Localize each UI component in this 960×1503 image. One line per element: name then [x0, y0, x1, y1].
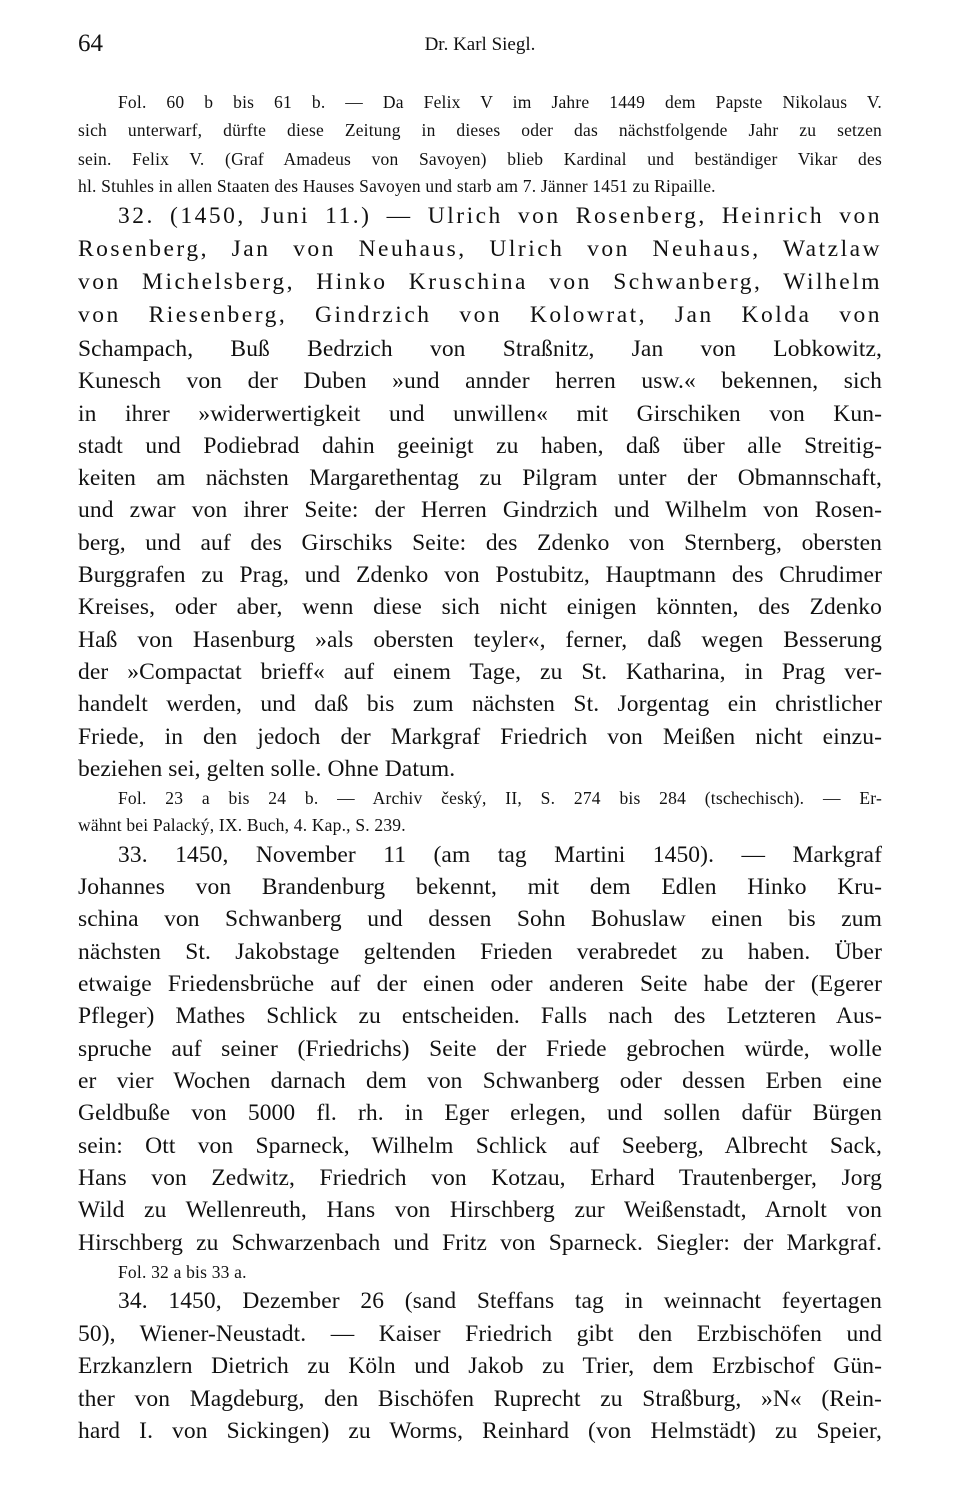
entry-line: Haß von Hasenburg »als obersten teyler«, ferner, daß wegen Besserung	[78, 627, 882, 653]
entry-line: 50), Wiener-Neustadt. — Kaiser Friedrich gibt den Erzbischöfen und	[78, 1321, 882, 1347]
entry-line: schina von Schwanberg und dessen Sohn Bohuslaw einen bis zum	[78, 906, 882, 932]
note-line: sein. Felix V. (Graf Amadeus von Savoyen) blieb Kardinal und beständiger Vikar des	[78, 149, 882, 169]
entry-line: Geldbuße von 5000 fl. rh. in Eger erlegen, und sollen dafür Bürgen	[78, 1100, 882, 1126]
entry-line: Pfleger) Mathes Schlick zu entscheiden. Falls nach des Letzteren Aus-	[78, 1003, 882, 1029]
entry-line: Kunesch von der Duben »und annder herren usw.« bekennen, sich	[78, 368, 882, 394]
entry-line: hard I. von Sickingen) zu Worms, Reinhard (von Helmstädt) zu Speier,	[78, 1418, 882, 1444]
entry-line: er vier Wochen darnach dem von Schwanberg oder dessen Erben eine	[78, 1068, 882, 1094]
note-line: Fol. 60 b bis 61 b. — Da Felix V im Jahre 1449 dem Papste Nikolaus V.	[118, 92, 882, 112]
note-line: Fol. 23 a bis 24 b. — Archiv český, II, S. 274 bis 284 (tschechisch). — Er-	[118, 788, 882, 808]
entry-line: spruche auf seiner (Friedrichs) Seite der Friede gebrochen würde, wolle	[78, 1036, 882, 1062]
entry-line: stadt und Podiebrad dahin geeinigt zu haben, daß über alle Streitig-	[78, 433, 882, 459]
entry-line: von Riesenberg, Gindrzich von Kolowrat, Jan Kolda von	[78, 302, 882, 328]
entry-line: in ihrer »widerwertigkeit und unwillen« mit Girschiken von Kun-	[78, 401, 882, 427]
entry-line: ther von Magdeburg, den Bischöfen Ruprecht zu Straßburg, »N« (Rein-	[78, 1386, 882, 1412]
entry-line: Schampach, Buß Bedrzich von Straßnitz, Jan von Lobkowitz,	[78, 336, 882, 362]
entry-line: von Michelsberg, Hinko Kruschina von Schwanberg, Wilhelm	[78, 269, 882, 295]
running-title: Dr. Karl Siegl.	[424, 34, 536, 55]
entry-line: nächsten St. Jakobstage geltenden Frieden verabredet zu haben. Über	[78, 939, 882, 965]
entry-line: Friede, in den jedoch der Markgraf Friedrich von Meißen nicht einzu-	[78, 724, 882, 750]
entry-line: Burggrafen zu Prag, und Zdenko von Postubitz, Hauptmann des Chrudimer	[78, 562, 882, 588]
entry-line: Hans von Zedwitz, Friedrich von Kotzau, Erhard Trautenberger, Jorg	[78, 1165, 882, 1191]
note-line: sich unterwarf, dürfte diese Zeitung in dieses oder das nächstfolgende Jahr zu setzen	[78, 120, 882, 140]
entry-line: beziehen sei, gelten solle. Ohne Datum.	[78, 756, 456, 782]
entry-line: Rosenberg, Jan von Neuhaus, Ulrich von Neuhaus, Watzlaw	[78, 236, 882, 262]
note-line: Fol. 32 a bis 33 a.	[118, 1262, 247, 1282]
entry-line: sein: Ott von Sparneck, Wilhelm Schlick auf Seeberg, Albrecht Sack,	[78, 1133, 882, 1159]
entry-line: der »Compactat brieff« auf einem Tage, zu St. Katharina, in Prag ver-	[78, 659, 882, 685]
entry-line: berg, und auf des Girschiks Seite: des Zdenko von Sternberg, obersten	[78, 530, 882, 556]
entry-line: 34. 1450, Dezember 26 (sand Steffans tag in weinnacht feyertagen	[118, 1288, 882, 1314]
entry-line: Erzkanzlern Dietrich zu Köln und Jakob zu Trier, dem Erzbischof Gün-	[78, 1353, 882, 1379]
entry-line: 33. 1450, November 11 (am tag Martini 1450). — Markgraf	[118, 842, 882, 868]
entry-line: handelt werden, und daß bis zum nächsten St. Jorgentag ein christlicher	[78, 691, 882, 717]
entry-line: und zwar von ihrer Seite: der Herren Gindrzich und Wilhelm von Rosen-	[78, 497, 882, 523]
page-number: 64	[78, 30, 103, 57]
entry-line: keiten am nächsten Margarethentag zu Pilgram unter der Obmannschaft,	[78, 465, 882, 491]
entry-line: etwaige Friedensbrüche auf der einen oder anderen Seite habe der (Egerer	[78, 971, 882, 997]
entry-line: Hirschberg zu Schwarzenbach und Fritz von Sparneck. Siegler: der Markgraf.	[78, 1230, 882, 1256]
running-head	[78, 30, 882, 60]
entry-line: Johannes von Brandenburg bekennt, mit dem Edlen Hinko Kru-	[78, 874, 882, 900]
entry-line: Wild zu Wellenreuth, Hans von Hirschberg zur Weißenstadt, Arnolt von	[78, 1197, 882, 1223]
note-line: wähnt bei Palacký, IX. Buch, 4. Kap., S. 239.	[78, 815, 406, 835]
note-line: hl. Stuhles in allen Staaten des Hauses Savoyen und starb am 7. Jänner 1451 zu Ripaille.	[78, 176, 716, 196]
entry-line: Kreises, oder aber, wenn diese sich nicht einigen könnten, des Zdenko	[78, 594, 882, 620]
entry-line: 32. (1450, Juni 11.) — Ulrich von Rosenberg, Heinrich von	[118, 203, 882, 229]
